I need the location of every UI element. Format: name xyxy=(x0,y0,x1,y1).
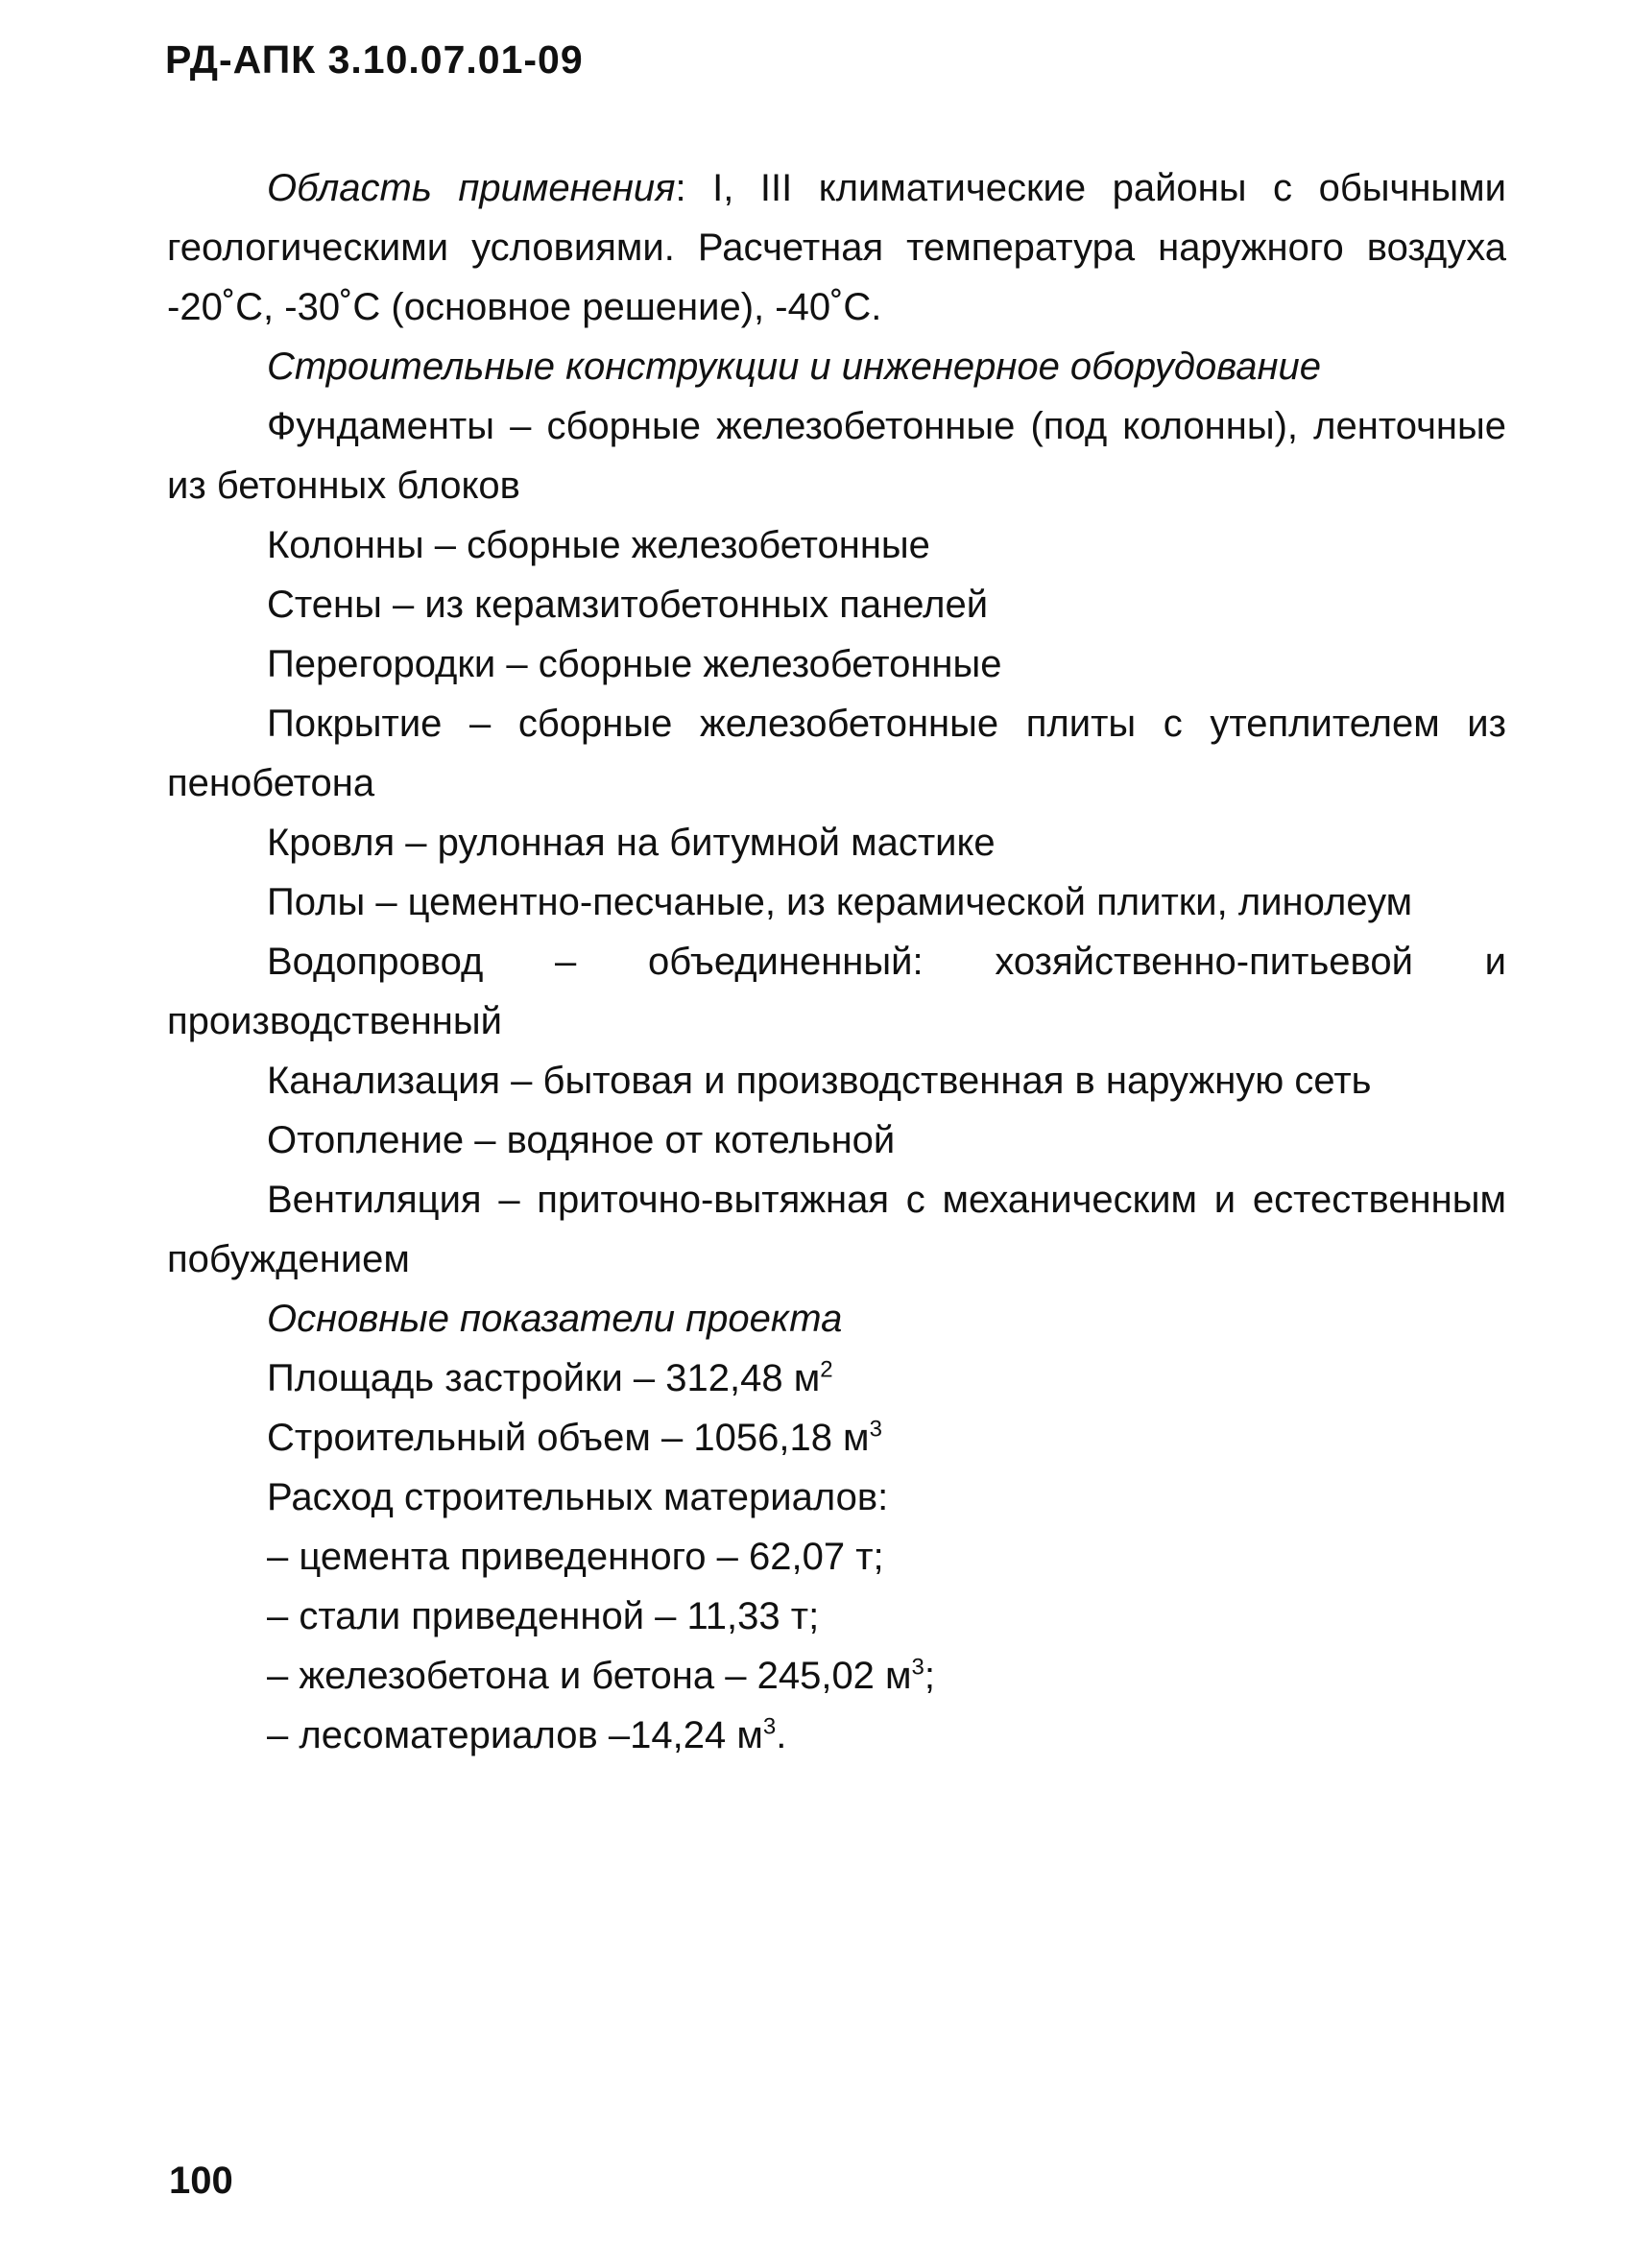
indicator-building-volume xyxy=(167,1408,1506,1468)
indicator-building-area xyxy=(167,1349,1506,1408)
concrete-text: – железобетона и бетона – 245,02 м xyxy=(267,1655,912,1697)
construction-item-roof-slabs: Покрытие – сборные железобетонные плиты с утеплителем из пенобетона xyxy=(167,703,1506,804)
concrete-end: ; xyxy=(924,1655,936,1697)
construction-item-columns: Колонны – сборные железобетонные xyxy=(267,524,930,566)
construction-item-walls: Стены – из керамзитобетонных панелей xyxy=(267,584,989,626)
material-steel: – стали приведенной – 11,33 т; xyxy=(267,1595,820,1637)
construction-item-ventilation: Вентиляция – приточно-вытяжная с механическим и естественным побуждением xyxy=(167,1179,1506,1280)
scope-text: : I, III климатические районы с обычными геологическими условиями. Расчетная температура наружного воздуха -20˚С, -30˚С (основное решение), -40˚С. xyxy=(167,167,1506,328)
construction-item-floors: Полы – цементно-песчаные, из керамической плитки, линолеум xyxy=(267,881,1413,923)
page-body xyxy=(167,158,1506,1765)
construction-item-sewerage: Канализация – бытовая и производственная в наружную сеть xyxy=(267,1060,1372,1102)
building-area-superscript: 2 xyxy=(820,1356,833,1383)
construction-item-partitions: Перегородки – сборные железобетонные xyxy=(267,643,1002,685)
constructions-heading: Строительные конструкции и инженерное оборудование xyxy=(267,346,1321,388)
scope-label: Область применения xyxy=(267,167,676,209)
material-concrete xyxy=(167,1646,1506,1706)
scope-paragraph xyxy=(167,158,1506,337)
building-volume-text: Строительный объем – 1056,18 м xyxy=(267,1417,870,1459)
construction-item-roofing: Кровля – рулонная на битумной мастике xyxy=(267,822,996,864)
building-area-text: Площадь застройки – 312,48 м xyxy=(267,1357,821,1399)
materials-label: Расход строительных материалов: xyxy=(267,1476,889,1518)
page-number: 100 xyxy=(169,2160,233,2202)
material-timber xyxy=(167,1706,1506,1765)
construction-item-water-supply: Водопровод – объединенный: хозяйственно-питьевой и производственный xyxy=(167,941,1506,1042)
construction-item-foundations: Фундаменты – сборные железобетонные (под колонны), ленточные из бетонных блоков xyxy=(167,405,1506,507)
construction-item-heating: Отопление – водяное от котельной xyxy=(267,1119,896,1161)
building-volume-superscript: 3 xyxy=(869,1416,882,1443)
timber-end: . xyxy=(776,1714,787,1756)
timber-superscript: 3 xyxy=(762,1713,777,1740)
indicators-heading: Основные показатели проекта xyxy=(267,1298,843,1340)
document-code-header: РД-АПК 3.10.07.01-09 xyxy=(165,37,584,82)
material-cement: – цемента приведенного – 62,07 т; xyxy=(267,1536,884,1578)
concrete-superscript: 3 xyxy=(911,1654,924,1681)
timber-text: – лесоматериалов –14,24 м xyxy=(267,1714,763,1756)
